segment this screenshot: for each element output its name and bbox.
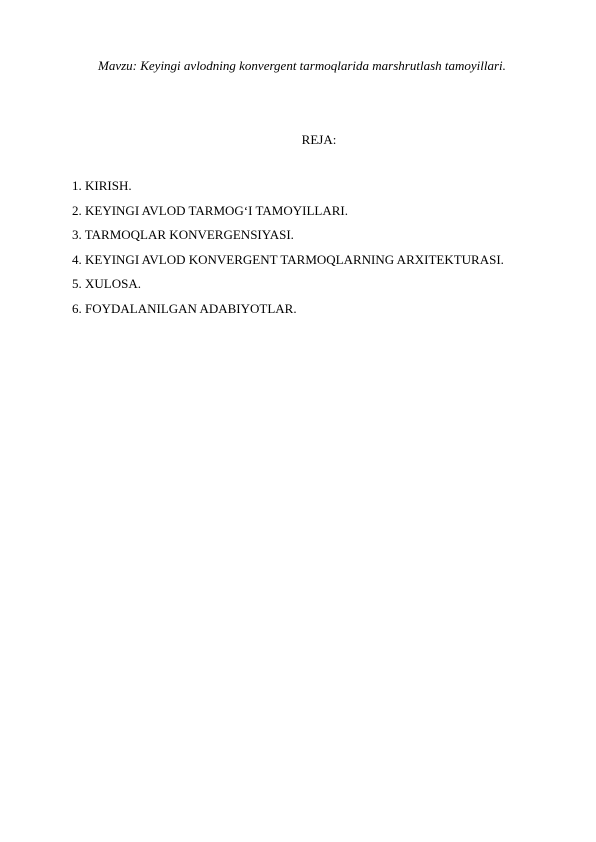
plan-item: 3. TARMOQLAR KONVERGENSIYASI. [72, 227, 294, 242]
document-topic: Mavzu: Keyingi avlodning konvergent tarmoqlarida marshrutlash tamoyillari. [98, 58, 506, 73]
plan-item: 5. XULOSA. [72, 276, 141, 291]
plan-heading: REJA: [301, 132, 337, 147]
plan-list [72, 178, 504, 325]
plan-item: 1. KIRISH. [72, 178, 132, 193]
plan-item: 6. FOYDALANILGAN ADABIYOTLAR. [72, 300, 297, 316]
plan-item: 4. KEYINGI AVLOD KONVERGENT TARMOQLARNING ARXITEKTURASI. [72, 251, 504, 267]
plan-item: 2. KEYINGI AVLOD TARMOG‘I TAMOYILLARI. [72, 202, 348, 218]
